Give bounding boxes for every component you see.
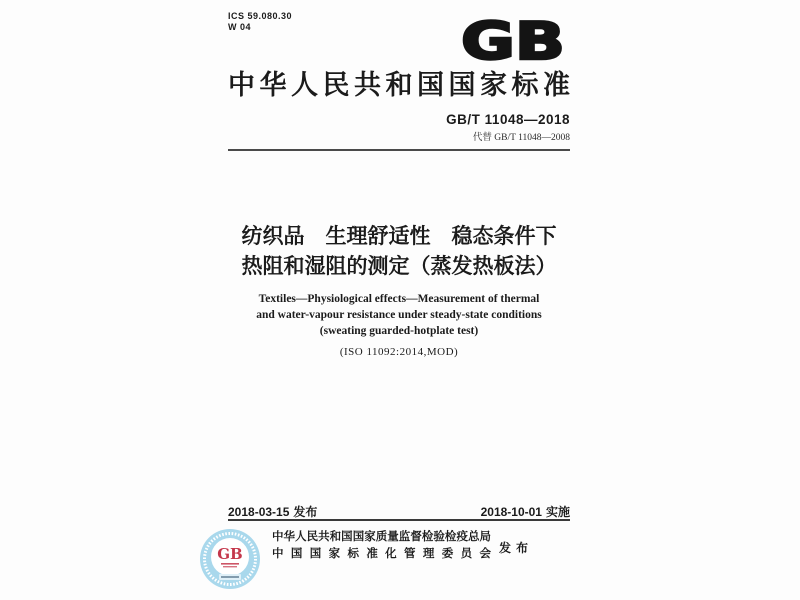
- anti-counterfeit-seal-icon: [199, 528, 261, 590]
- title-cn-line2: 热阻和湿阻的测定（蒸发热板法）: [241, 255, 557, 278]
- standard-number-block: [228, 112, 570, 143]
- dates-row: [228, 503, 570, 520]
- publish-label: 发布: [499, 541, 534, 555]
- footer-divider: [228, 519, 570, 521]
- title-en-line3: (sweating guarded-hotplate test): [319, 325, 479, 337]
- issue-date-group: [228, 503, 317, 520]
- title-en-line1: Textiles—Physiological effects—Measurement of thermal: [258, 293, 540, 305]
- svg-text:GB: GB: [217, 545, 243, 563]
- gb-logo-icon: [458, 14, 568, 66]
- ics-classification: [228, 11, 292, 33]
- document-title-en: [228, 291, 570, 339]
- issuer-line1: 中华人民共和国国家质量监督检验检疫总局: [272, 531, 491, 543]
- replaces-note: 代替 GB/T 11048—2008: [472, 133, 570, 143]
- title-en-line2: and water-vapour resistance under steady-state conditions: [256, 309, 542, 321]
- iso-reference: (ISO 11092:2014,MOD): [339, 346, 459, 358]
- national-standard-heading: 中华人民共和国国家标准: [228, 70, 570, 100]
- implement-date: 2018-10-01: [480, 505, 542, 519]
- implement-date-group: [481, 503, 570, 520]
- issue-date: 2018-03-15: [228, 505, 290, 519]
- title-cn-line1: 纺织品 生理舒适性 稳态条件下: [241, 225, 557, 248]
- header-divider: [228, 149, 570, 151]
- document-class-code: W 04: [228, 22, 252, 32]
- gb-logo-glyph: GB: [461, 14, 565, 66]
- issuer-line2: 中国国家标准化管理委员会: [272, 547, 491, 560]
- issuing-bodies: [272, 529, 491, 562]
- issue-date-label: 发布: [293, 505, 318, 519]
- document-title-cn: [228, 222, 570, 282]
- implement-date-label: 实施: [545, 505, 570, 519]
- standard-number: GB/T 11048—2018: [446, 112, 570, 127]
- ics-code: ICS 59.080.30: [228, 11, 293, 21]
